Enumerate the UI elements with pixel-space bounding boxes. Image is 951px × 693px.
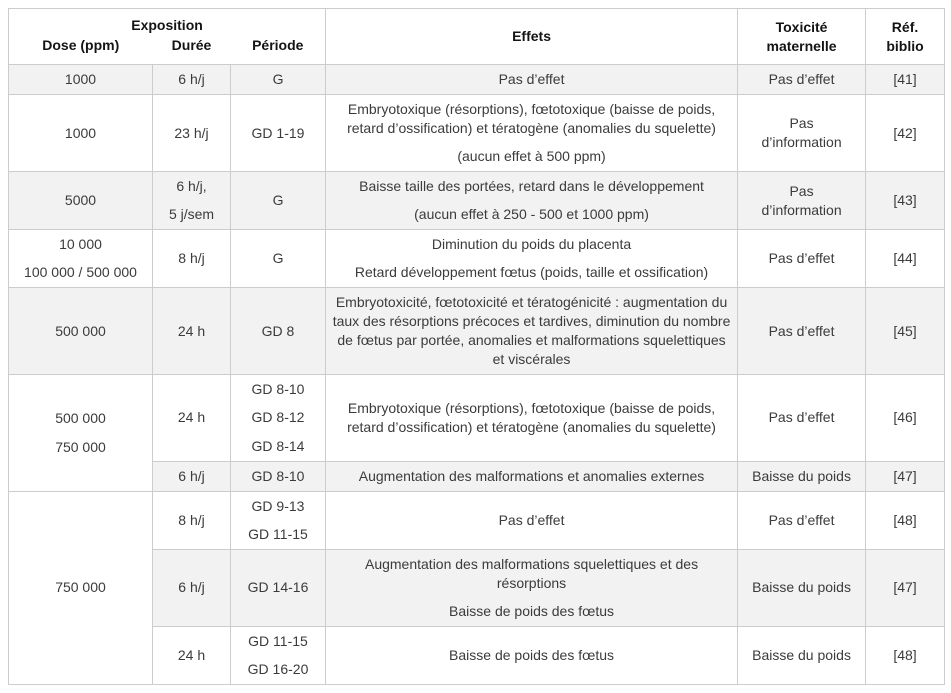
cell-line: Pas d’information xyxy=(761,115,842,151)
cell-ref xyxy=(866,375,945,461)
cell-dose xyxy=(9,172,153,230)
cell-toxicite xyxy=(738,375,866,461)
cell-line: Embryotoxique (résorptions), fœtotoxique (baisse de poids, retard d’ossification) et tératogène (anomalies du squelette) xyxy=(347,399,716,435)
cell-line: Pas d’effet xyxy=(498,511,565,528)
cell-ref xyxy=(866,65,945,95)
cell-effets xyxy=(326,65,738,95)
cell-dose xyxy=(9,65,153,95)
cell-line: Augmentation des malformations et anomalies externes xyxy=(358,467,705,484)
table-header xyxy=(9,9,945,65)
cell-toxicite xyxy=(738,95,866,172)
cell-periode xyxy=(231,491,326,549)
cell-line: 8 h/j xyxy=(178,511,205,528)
cell-line: 500 000 xyxy=(55,410,106,427)
cell-duree xyxy=(153,626,231,684)
cell-ref xyxy=(866,626,945,684)
cell-line: 1000 xyxy=(64,71,97,88)
cell-line: 24 h xyxy=(177,646,206,663)
cell-ref xyxy=(866,172,945,230)
header-duree: Durée xyxy=(153,35,231,65)
cell-line: GD 8-10 xyxy=(251,381,305,398)
cell-line: 750 000 xyxy=(55,438,106,455)
cell-toxicite xyxy=(738,65,866,95)
cell-line: GD 8-14 xyxy=(251,437,305,454)
table-row xyxy=(9,172,945,230)
header-toxicite-maternelle: Toxicité maternelle xyxy=(738,9,866,65)
cell-line: 10 000 xyxy=(59,236,102,253)
cell-periode xyxy=(231,375,326,461)
cell-duree xyxy=(153,65,231,95)
cell-effets xyxy=(326,230,738,288)
cell-periode xyxy=(231,461,326,491)
cell-duree xyxy=(153,461,231,491)
cell-line: Augmentation des malformations squelettiques et des résorptions xyxy=(364,555,699,591)
cell-line: 100 000 / 500 000 xyxy=(24,264,137,281)
cell-line: [42] xyxy=(893,124,917,141)
cell-toxicite xyxy=(738,626,866,684)
cell-line: Pas d’information xyxy=(761,182,842,218)
cell-duree xyxy=(153,375,231,461)
cell-line: GD 11-15 xyxy=(248,525,308,542)
cell-line: Pas d’effet xyxy=(768,409,835,426)
cell-toxicite xyxy=(738,230,866,288)
cell-line: GD 8-10 xyxy=(251,467,305,484)
cell-duree xyxy=(153,230,231,288)
cell-ref xyxy=(866,461,945,491)
table-row xyxy=(9,375,945,461)
cell-line: Pas d’effet xyxy=(768,511,835,528)
table-row xyxy=(9,65,945,95)
cell-duree xyxy=(153,549,231,626)
cell-duree xyxy=(153,491,231,549)
header-effets: Effets xyxy=(326,9,738,65)
cell-line: GD 11-15 xyxy=(248,632,308,649)
cell-line: [47] xyxy=(893,467,917,484)
header-periode: Période xyxy=(231,35,326,65)
cell-effets xyxy=(326,549,738,626)
cell-line: Baisse du poids xyxy=(752,646,851,663)
cell-effets xyxy=(326,626,738,684)
cell-line: GD 9-13 xyxy=(251,497,305,514)
cell-dose xyxy=(9,375,153,491)
cell-line: [43] xyxy=(893,192,917,209)
header-ref-biblio: Réf. biblio xyxy=(866,9,945,65)
cell-duree xyxy=(153,288,231,375)
exposure-effects-table xyxy=(8,8,945,685)
cell-dose xyxy=(9,95,153,172)
cell-effets xyxy=(326,95,738,172)
cell-toxicite xyxy=(738,461,866,491)
cell-periode xyxy=(231,172,326,230)
cell-toxicite xyxy=(738,549,866,626)
cell-ref xyxy=(866,288,945,375)
cell-periode xyxy=(231,549,326,626)
cell-line: [48] xyxy=(893,511,917,528)
cell-line: Baisse du poids xyxy=(752,579,851,596)
cell-line: G xyxy=(272,71,284,88)
cell-line: (aucun effet à 250 - 500 et 1000 ppm) xyxy=(414,206,649,223)
cell-periode xyxy=(231,65,326,95)
header-dose-ppm: Dose (ppm) xyxy=(9,35,153,65)
cell-duree xyxy=(153,172,231,230)
cell-line: GD 1-19 xyxy=(251,124,305,141)
cell-line: Baisse de poids des fœtus xyxy=(449,602,615,619)
cell-effets xyxy=(326,172,738,230)
cell-effets xyxy=(326,461,738,491)
cell-line: G xyxy=(272,192,284,209)
cell-toxicite xyxy=(738,288,866,375)
cell-line: 24 h xyxy=(177,409,206,426)
cell-line: Embryotoxique (résorptions), fœtotoxique (baisse de poids, retard d’ossification) et tératogène (anomalies du squelette) xyxy=(347,101,716,137)
cell-line: Diminution du poids du placenta xyxy=(431,236,632,253)
table-row xyxy=(9,288,945,375)
cell-duree xyxy=(153,95,231,172)
cell-line: 23 h/j xyxy=(174,124,209,141)
cell-line: 6 h/j, xyxy=(176,178,207,195)
table-row xyxy=(9,95,945,172)
cell-line: [44] xyxy=(893,250,917,267)
cell-ref xyxy=(866,230,945,288)
cell-line: Baisse taille des portées, retard dans le développement xyxy=(359,178,704,195)
cell-periode xyxy=(231,230,326,288)
table-row xyxy=(9,230,945,288)
cell-dose xyxy=(9,230,153,288)
cell-line: G xyxy=(272,250,284,267)
cell-line: 750 000 xyxy=(55,579,106,596)
cell-line: 6 h/j xyxy=(178,579,205,596)
cell-line: Pas d’effet xyxy=(498,71,565,88)
cell-line: [41] xyxy=(893,71,917,88)
cell-dose xyxy=(9,288,153,375)
cell-line: 8 h/j xyxy=(178,250,205,267)
cell-line: 6 h/j xyxy=(178,467,205,484)
table-body xyxy=(9,65,945,685)
cell-line: Baisse de poids des fœtus xyxy=(449,646,615,663)
cell-line: Pas d’effet xyxy=(768,250,835,267)
cell-line: 1000 xyxy=(64,124,97,141)
cell-line: (aucun effet à 500 ppm) xyxy=(457,148,606,165)
cell-ref xyxy=(866,491,945,549)
cell-periode xyxy=(231,288,326,375)
cell-line: [46] xyxy=(893,409,917,426)
cell-line: GD 14-16 xyxy=(247,579,309,596)
cell-line: GD 8-12 xyxy=(251,409,305,426)
cell-line: [47] xyxy=(893,579,917,596)
cell-line: GD 8 xyxy=(261,322,295,339)
table-row xyxy=(9,491,945,549)
cell-dose xyxy=(9,491,153,684)
cell-line: 5000 xyxy=(64,192,97,209)
cell-effets xyxy=(326,288,738,375)
cell-effets xyxy=(326,375,738,461)
cell-line: Pas d’effet xyxy=(768,71,835,88)
cell-line: [45] xyxy=(893,322,917,339)
cell-periode xyxy=(231,95,326,172)
header-row-group xyxy=(9,9,945,36)
cell-line: 5 j/sem xyxy=(168,206,215,223)
cell-ref xyxy=(866,549,945,626)
cell-line: 6 h/j xyxy=(178,71,205,88)
cell-line: Retard développement fœtus (poids, taille et ossification) xyxy=(354,264,709,281)
cell-line: Pas d’effet xyxy=(768,322,835,339)
cell-line: 500 000 xyxy=(55,322,106,339)
header-exposition: Exposition xyxy=(9,9,326,36)
cell-periode xyxy=(231,626,326,684)
cell-toxicite xyxy=(738,491,866,549)
cell-line: Baisse du poids xyxy=(752,467,851,484)
cell-line: Embryotoxicité, fœtotoxicité et tératogénicité : augmentation du taux des résorptions précoces et tardives, diminution du nombre de fœtus par portée, anomalies et malformations squelettiques et viscérales xyxy=(332,294,731,368)
cell-toxicite xyxy=(738,172,866,230)
cell-line: [48] xyxy=(893,646,917,663)
cell-line: 24 h xyxy=(177,322,206,339)
cell-line: GD 16-20 xyxy=(247,660,309,677)
cell-effets xyxy=(326,491,738,549)
cell-ref xyxy=(866,95,945,172)
